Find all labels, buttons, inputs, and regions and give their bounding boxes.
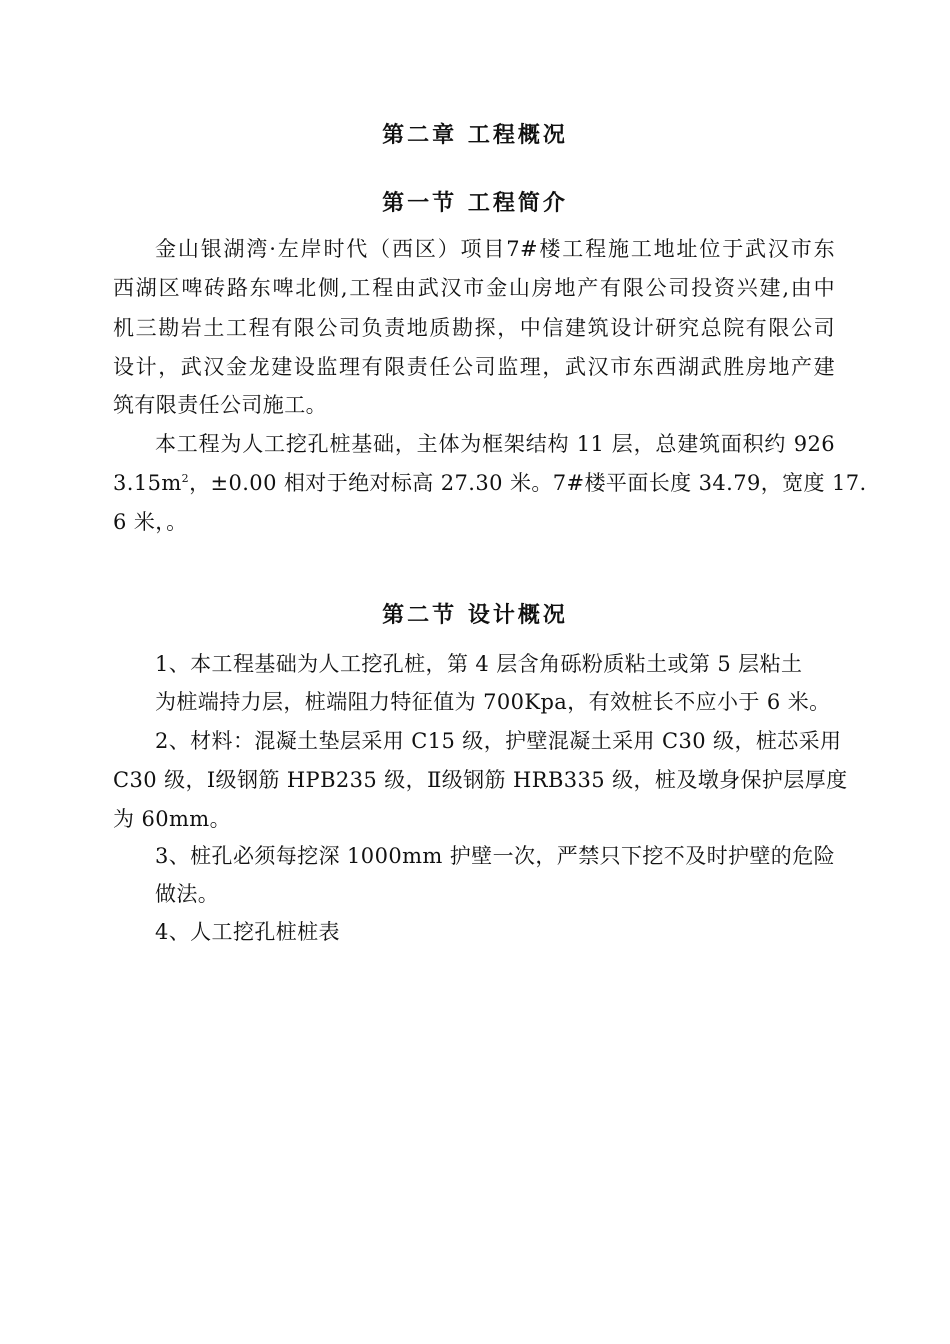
design-item-line: 3、桩孔必须每挖深 1000mm 护壁一次，严禁只下挖不及时护壁的危险: [155, 844, 835, 868]
section-1-para-2-line: 6 米，。: [113, 510, 188, 534]
section-2-title: 第二节 设计概况: [382, 602, 568, 628]
section-1-para-1-line: 设计，武汉金龙建设监理有限责任公司监理，武汉市东西湖武胜房地产建: [113, 355, 835, 379]
section-1-para-1-line: 西湖区啤砖路东啤北侧,工程由武汉市金山房地产有限公司投资兴建,由中: [113, 276, 835, 300]
section-1-para-1-line: 机三勘岩土工程有限公司负责地质勘探，中信建筑设计研究总院有限公司: [113, 316, 835, 340]
design-item-line: 为桩端持力层，桩端阻力特征值为 700Kpa，有效桩长不应小于 6 米。: [155, 690, 831, 714]
area-unit-superscript: 2: [181, 472, 190, 485]
design-item-line: C30 级，Ⅰ级钢筋 HPB235 级，Ⅱ级钢筋 HRB335 级，桩及墩身保护层厚度: [113, 768, 848, 792]
section-1-para-2-line: [113, 467, 867, 497]
chapter-title: 第二章 工程概况: [382, 122, 568, 148]
section-1-para-1-line: 筑有限责任公司施工。: [113, 393, 327, 417]
elevation-text: ，±0.00 相对于绝对标高 27.30 米。7#楼平面长度 34.79，宽度 17.: [189, 471, 867, 495]
design-item-line: 1、本工程基础为人工挖孔桩，第 4 层含角砾粉质粘土或第 5 层粘土: [155, 652, 803, 676]
design-item-line: 4、人工挖孔桩桩表: [155, 920, 340, 944]
section-1-para-2-line: 本工程为人工挖孔桩基础，主体为框架结构 11 层，总建筑面积约 926: [155, 432, 835, 456]
area-value: 3.15m: [113, 471, 182, 495]
section-1-para-1-line: 金山银湖湾·左岸时代（西区）项目7#楼工程施工地址位于武汉市东: [155, 237, 835, 261]
design-item-line: 做法。: [155, 882, 220, 906]
design-item-line: 为 60mm。: [113, 807, 232, 831]
design-item-line: 2、材料：混凝土垫层采用 C15 级，护壁混凝土采用 C30 级，桩芯采用: [155, 729, 842, 753]
section-1-title: 第一节 工程简介: [382, 190, 568, 216]
